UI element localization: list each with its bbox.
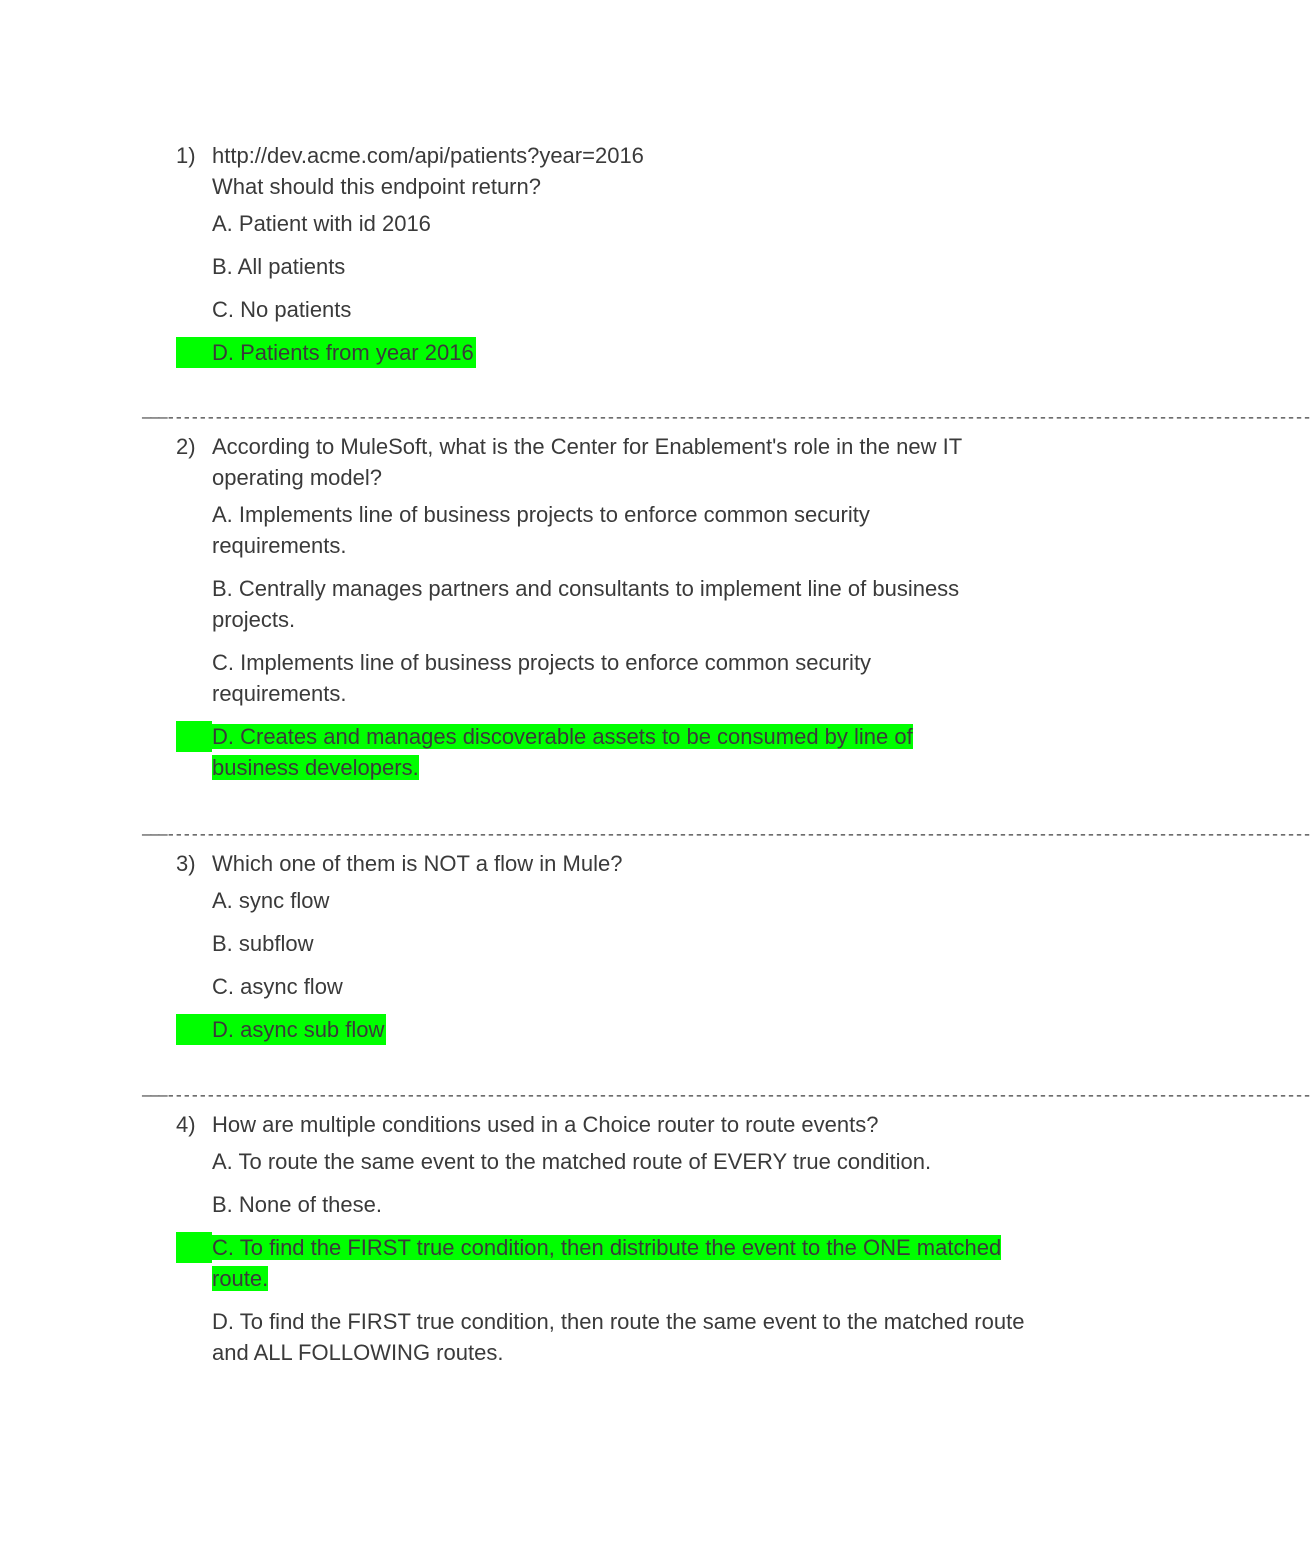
option-c-text: C. To find the FIRST true condition, then distribute the event to the ONE matched route. (212, 1235, 1002, 1291)
option-c: C. async flow (212, 974, 343, 999)
option-d-correct: D. Patients from year 2016 (176, 337, 476, 368)
question-number: 1) (176, 143, 196, 168)
option-d-correct: D. async sub flow (176, 1014, 386, 1045)
question-4 (176, 1109, 1066, 1380)
option-c-correct (176, 1232, 1058, 1294)
separator-line: ———----------------------------------------------------------------------------------------------------------------------------------------------- (142, 1087, 1310, 1105)
separator-line: ———----------------------------------------------------------------------------------------------------------------------------------------------- (142, 409, 1310, 427)
option-d-correct (176, 721, 972, 783)
option-b: B. All patients (212, 254, 346, 279)
separator-line: ———----------------------------------------------------------------------------------------------------------------------------------------------- (142, 826, 1310, 844)
question-1 (176, 140, 1066, 380)
prompt-line: What should this endpoint return? (212, 174, 541, 199)
option-a: A. Patient with id 2016 (212, 211, 431, 236)
question-3 (176, 848, 1066, 1057)
prompt-line: How are multiple conditions used in a Choice router to route events? (212, 1112, 879, 1137)
question-number: 2) (176, 434, 196, 459)
option-a: A. To route the same event to the matched route of EVERY true condition. (212, 1149, 932, 1174)
option-b: B. None of these. (212, 1192, 382, 1217)
option-a: A. sync flow (212, 888, 330, 913)
prompt-line: http://dev.acme.com/api/patients?year=2016 (212, 143, 644, 168)
question-prompt (176, 1109, 1066, 1140)
option-c: C. Implements line of business projects to enforce common security requirements. (212, 650, 872, 706)
question-number: 3) (176, 851, 196, 876)
question-prompt (176, 848, 1066, 879)
question-2 (176, 431, 1066, 795)
option-b: B. subflow (212, 931, 314, 956)
highlight-lead (176, 1232, 212, 1263)
option-a: A. Implements line of business projects to enforce common security requirements. (212, 502, 870, 558)
option-d-text: D. Creates and manages discoverable assets to be consumed by line of business developers. (212, 724, 913, 780)
highlight-lead (176, 721, 212, 752)
option-b: B. Centrally manages partners and consultants to implement line of business projects. (212, 576, 960, 632)
question-number: 4) (176, 1112, 196, 1137)
question-prompt (176, 140, 1066, 202)
prompt-line: According to MuleSoft, what is the Center for Enablement's role in the new IT (212, 434, 963, 459)
option-c: C. No patients (212, 297, 352, 322)
prompt-line: Which one of them is NOT a flow in Mule? (212, 851, 623, 876)
question-prompt (176, 431, 1066, 493)
prompt-line: operating model? (212, 465, 383, 490)
option-d: D. To find the FIRST true condition, then route the same event to the matched route and ALL FOLLOWING routes. (212, 1309, 1025, 1365)
